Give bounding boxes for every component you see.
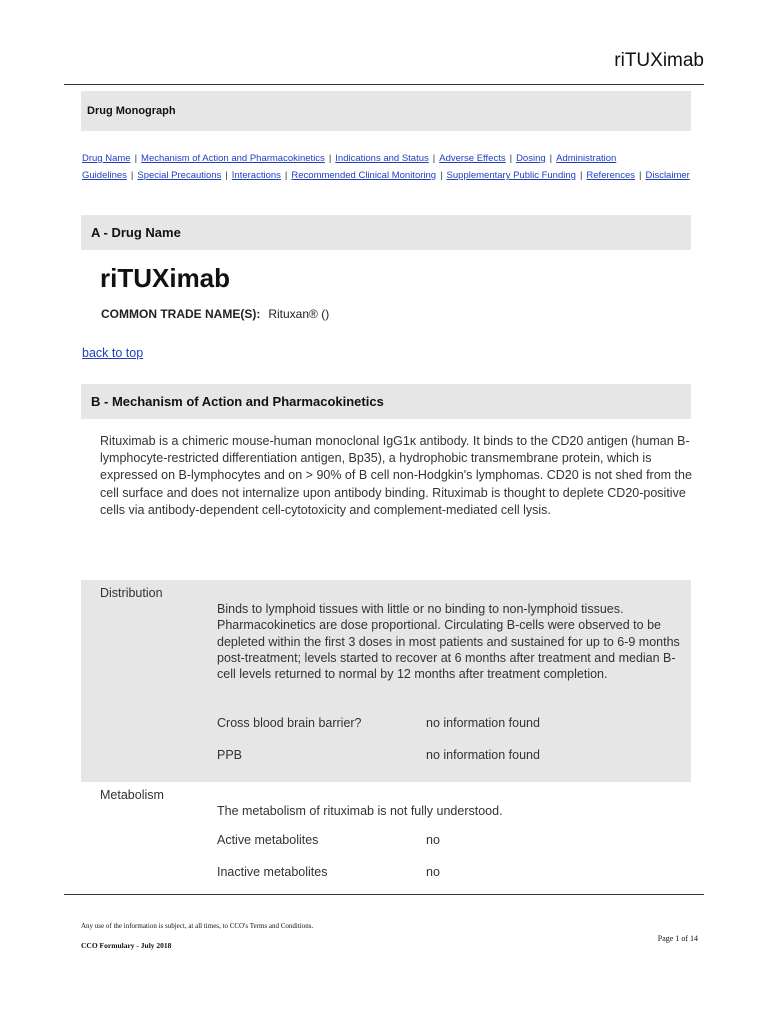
drug-monograph-bar [81,91,691,131]
distribution-label: Distribution [100,586,163,600]
nav-link-mechanism[interactable]: Mechanism of Action and Pharmacokinetics [141,153,325,164]
section-a-heading: A - Drug Name [91,225,181,240]
ppb-value: no information found [426,748,540,762]
metabolism-row [81,782,691,892]
nav-link-references[interactable]: References [586,170,635,181]
footer-divider [64,894,704,895]
page-number: Page 1 of 14 [657,934,698,943]
drug-name-heading: riTUXimab [100,263,231,293]
nav-separator: | [134,153,138,164]
nav-link-disclaimer[interactable]: Disclaimer [645,170,690,181]
nav-link-adverse-effects[interactable]: Adverse Effects [439,153,506,164]
nav-link-interactions[interactable]: Interactions [231,170,281,181]
nav-link-administration[interactable]: Administration Guidelines [82,153,617,181]
nav-link-dosing[interactable]: Dosing [516,153,546,164]
nav-link-clinical-monitoring[interactable]: Recommended Clinical Monitoring [291,170,437,181]
section-b-bar [81,384,691,419]
trade-name-row [101,307,329,321]
ppb-label: PPB [217,748,243,762]
drug-monograph-heading: Drug Monograph [87,105,176,117]
trade-name-label: COMMON TRADE NAME(S): [101,307,261,321]
nav-separator: | [328,153,332,164]
metabolism-text: The metabolism of rituximab is not fully understood. [217,804,503,818]
section-a-bar [81,215,691,250]
nav-separator: | [639,170,642,181]
document-title: riTUXimab [614,50,704,71]
metabolism-label: Metabolism [100,788,164,802]
inactive-metabolites-label: Inactive metabolites [217,865,328,879]
section-navigation [82,150,702,184]
distribution-row [81,580,691,782]
nav-separator: | [579,170,583,181]
nav-separator: | [549,153,553,164]
nav-link-special-precautions[interactable]: Special Precautions [137,170,222,181]
header-divider [64,84,704,85]
mechanism-paragraph: Rituximab is a chimeric mouse-human monoclonal IgG1κ antibody. It binds to the CD20 antigen (human B-lymphocyte-restricted differentiation antigen, Bp35), a hydrophobic transmembrane protein, which is expressed on B-lymphocytes and on > 90% of B cell non-Hodgkin's lymphomas. CD20 is not shed from the cell surface and does not internalize upon antibody binding. Rituximab is thought to deplete CD20-positive cells via antibody-dependent cell-cytotoxicity and complement-mediated cell lysis. [100,434,692,517]
distribution-text: Binds to lymphoid tissues with little or no binding to non-lymphoid tissues. Pharmacokinetics are dose proportional. Circulating B-cells were observed to be depleted within the first 3 doses in most patients and sustained for up to 6-9 months post-treatment; levels started to recover at 6 months after treatment and median B-cell levels returned to normal by 12 months after treatment completion. [217,602,680,682]
nav-link-indications[interactable]: Indications and Status [335,153,429,164]
trade-name-value: Rituxan® () [268,307,330,321]
nav-separator: | [509,153,513,164]
footer-source: CCO Formulary - July 2018 [81,941,172,950]
pharmacokinetics-table [81,580,691,892]
bbb-label: Cross blood brain barrier? [217,716,362,730]
inactive-metabolites-value: no [426,865,440,879]
nav-separator: | [440,170,443,181]
nav-separator: | [284,170,288,181]
nav-separator: | [432,153,436,164]
nav-link-drug-name[interactable]: Drug Name [82,153,131,164]
active-metabolites-label: Active metabolites [217,833,319,847]
nav-separator: | [130,170,134,181]
active-metabolites-value: no [426,833,440,847]
bbb-value: no information found [426,716,540,730]
footer-terms-note: Any use of the information is subject, at all times, to CCO's Terms and Conditions. [81,922,314,930]
nav-link-public-funding[interactable]: Supplementary Public Funding [446,170,576,181]
nav-separator: | [225,170,228,181]
section-b-heading: B - Mechanism of Action and Pharmacokinetics [91,394,384,409]
back-to-top-link[interactable]: back to top [82,346,144,360]
